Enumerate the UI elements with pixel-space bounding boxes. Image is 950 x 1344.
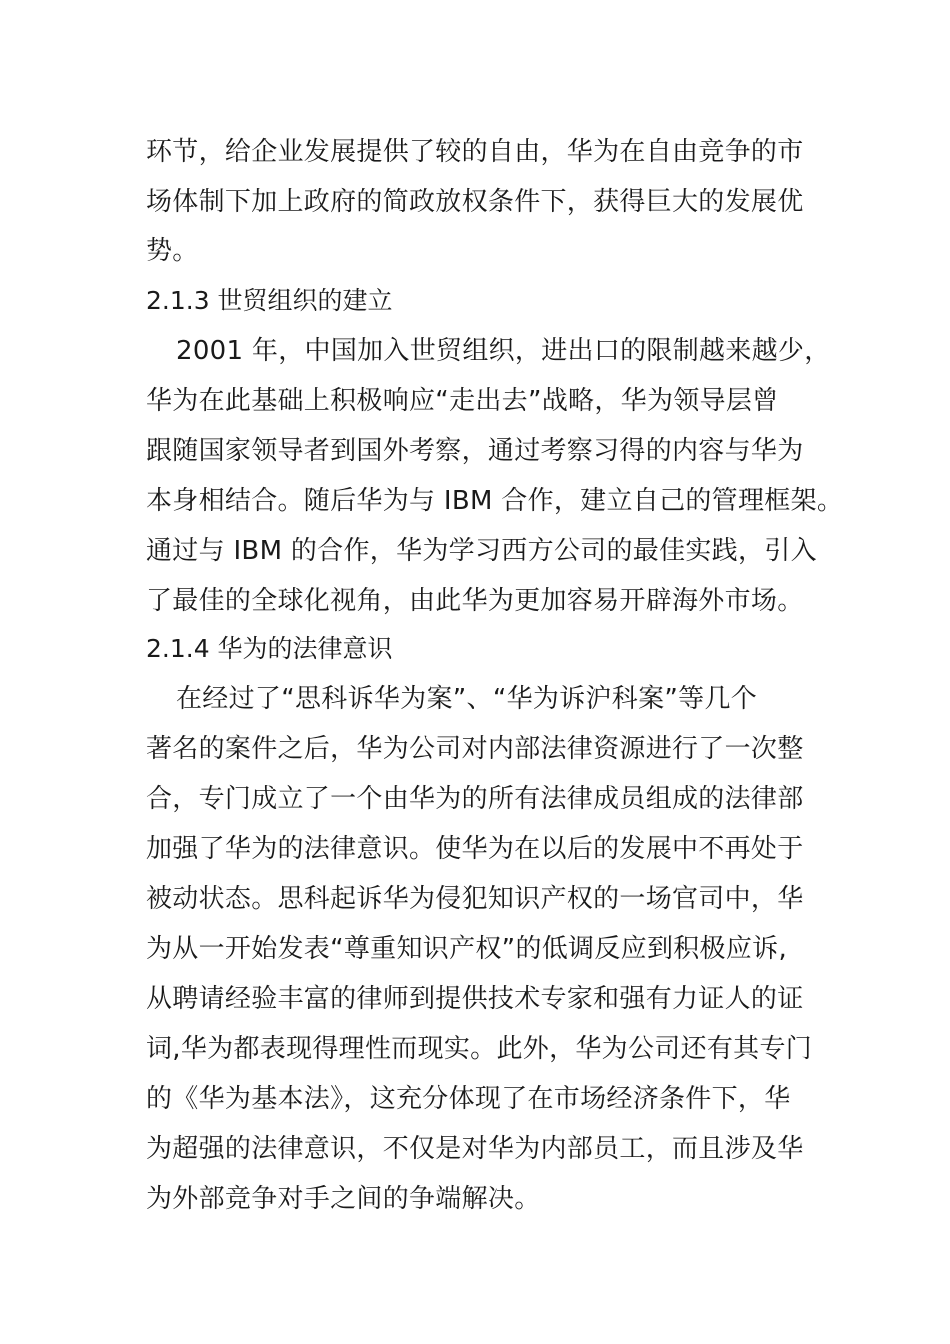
paragraph-line: 势。	[146, 236, 199, 266]
paragraph-line: 词,华为都表现得理性而现实。此外，华为公司还有其专门	[146, 1034, 813, 1064]
paragraph-line: 跟随国家领导者到国外考察，通过考察习得的内容与华为	[146, 436, 804, 466]
paragraph-line: 合，专门成立了一个由华为的所有法律成员组成的法律部	[146, 784, 804, 814]
paragraph-line: 了最佳的全球化视角，由此华为更加容易开辟海外市场。	[146, 586, 804, 616]
paragraph-line: 为超强的法律意识，不仅是对华为内部员工，而且涉及华	[146, 1134, 804, 1164]
section-heading-2-1-3: 2.1.3 世贸组织的建立	[146, 286, 393, 315]
paragraph-line: 为从一开始发表“尊重知识产权”的低调反应到积极应诉,	[146, 934, 788, 964]
paragraph-line: 为外部竞争对手之间的争端解决。	[146, 1184, 541, 1214]
paragraph-line: 加强了华为的法律意识。使华为在以后的发展中不再处于	[146, 834, 804, 864]
paragraph-line: 本身相结合。随后华为与 IBM 合作，建立自己的管理框架。	[146, 486, 844, 516]
paragraph-line: 华为在此基础上积极响应“走出去”战略，华为领导层曾	[146, 386, 779, 416]
paragraph-line: 的《华为基本法》，这充分体现了在市场经济条件下，华	[146, 1084, 791, 1114]
paragraph-line: 从聘请经验丰富的律师到提供技术专家和强有力证人的证	[146, 984, 804, 1014]
paragraph-line: 在经过了“思科诉华为案”、“华为诉沪科案”等几个	[176, 684, 758, 714]
section-heading-2-1-4: 2.1.4 华为的法律意识	[146, 634, 393, 663]
paragraph-line: 环节，给企业发展提供了较的自由，华为在自由竞争的市	[146, 137, 804, 167]
paragraph-line: 通过与 IBM 的合作，华为学习西方公司的最佳实践，引入	[146, 536, 817, 566]
paragraph-line: 2001 年，中国加入世贸组织，进出口的限制越来越少，	[176, 336, 831, 366]
paragraph-line: 著名的案件之后，华为公司对内部法律资源进行了一次整	[146, 734, 804, 764]
paragraph-line: 场体制下加上政府的简政放权条件下，获得巨大的发展优	[146, 187, 804, 217]
paragraph-line: 被动状态。思科起诉华为侵犯知识产权的一场官司中，华	[146, 884, 804, 914]
